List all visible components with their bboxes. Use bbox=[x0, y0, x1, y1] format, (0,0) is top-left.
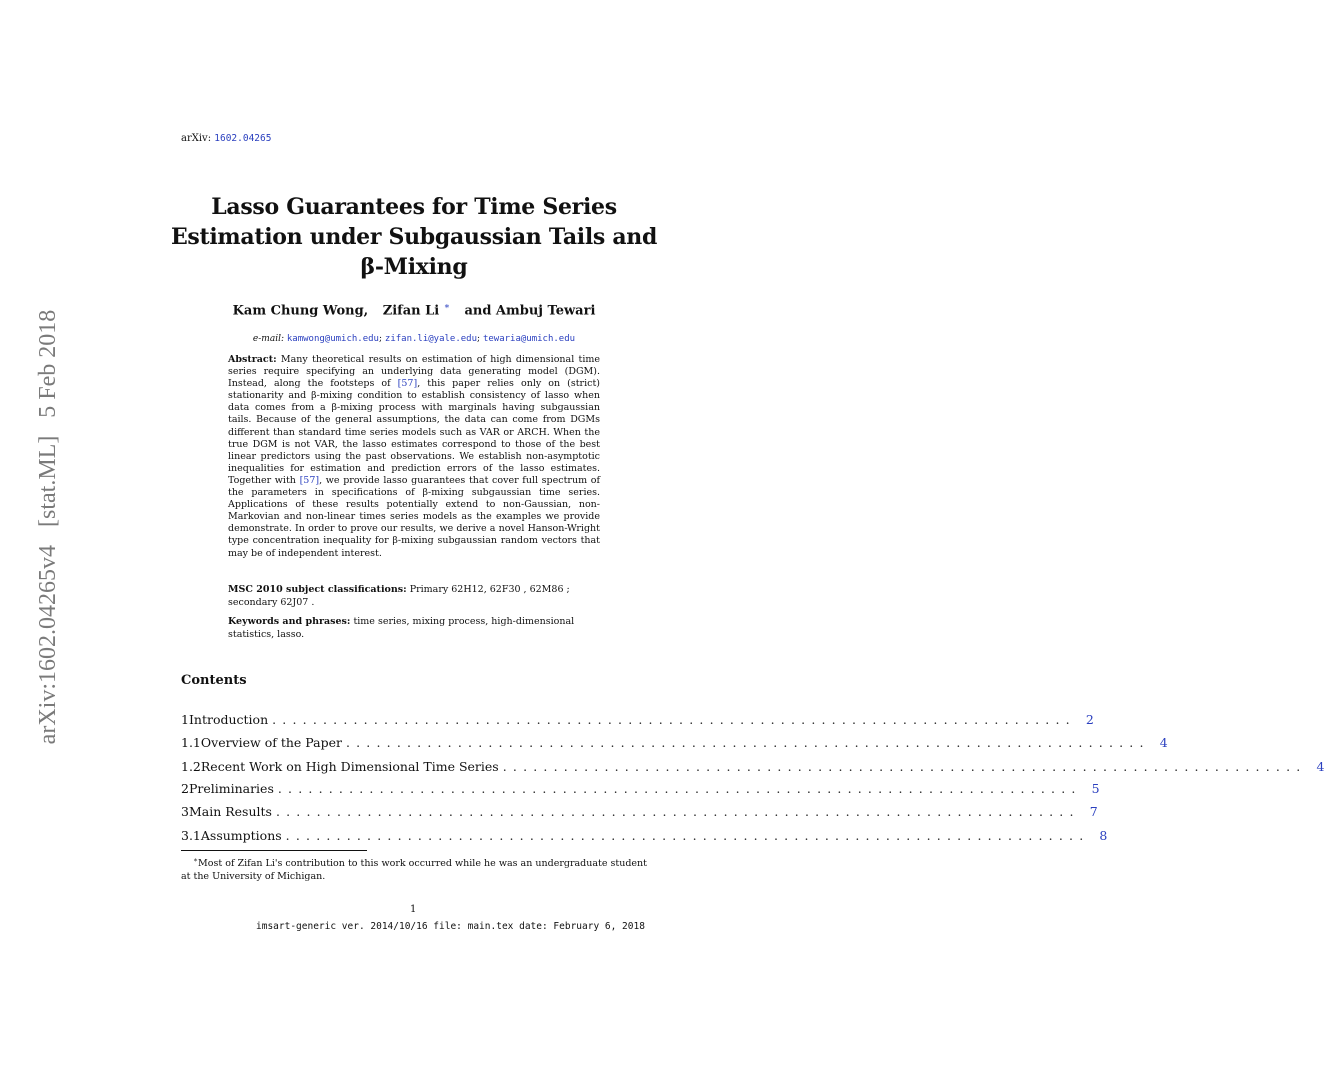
abstract-text-2: , this paper relies only on (strict) stationarity and β-mixing condition to establish consistency of lasso when data comes from a β-mixing process with marginals having subgaussian tails. Because of the general assumptions, the data can come from DGMs different than standard time series models such as VAR or ARCH. When the true DGM is not VAR, the lasso estimates correspond to those of the best linear predictors using the past observations. We establish non-asymptotic inequalities for estimation and prediction errors of the lasso estimates. Together with bbox=[228, 378, 600, 486]
toc-dot-leader: ............................................................................... bbox=[275, 804, 1080, 819]
keywords bbox=[228, 616, 600, 641]
citation-link[interactable]: [57] bbox=[299, 474, 320, 486]
toc-entry[interactable] bbox=[181, 759, 1324, 775]
abstract bbox=[228, 354, 600, 560]
toc-entry[interactable] bbox=[181, 712, 1094, 728]
toc-title: Overview of the Paper bbox=[200, 735, 342, 750]
toc-number: 1.2 bbox=[181, 759, 201, 774]
toc-entry[interactable] bbox=[181, 804, 1098, 820]
author-2: Zifan Li bbox=[382, 303, 440, 319]
toc-title: Introduction bbox=[188, 712, 269, 727]
toc-entry[interactable] bbox=[181, 828, 1108, 844]
msc-label: MSC 2010 subject classifications: bbox=[228, 584, 407, 595]
toc-entry[interactable] bbox=[181, 735, 1168, 751]
toc-number: 1 bbox=[181, 712, 189, 727]
toc-entry[interactable] bbox=[181, 781, 1100, 797]
toc-page-link[interactable]: 5 bbox=[1091, 781, 1100, 796]
toc-page-link[interactable]: 8 bbox=[1099, 828, 1108, 843]
author-footnote-mark[interactable]: ∗ bbox=[443, 302, 450, 312]
page-number-value: 1 bbox=[410, 904, 417, 915]
arxiv-sidebar-stamp bbox=[28, 227, 68, 827]
title-line-3: β-Mixing bbox=[360, 254, 468, 280]
toc-dot-leader: ............................................................................... bbox=[272, 712, 1076, 727]
toc-title: Main Results bbox=[188, 804, 272, 819]
keywords-text: time series, mixing process, high-dimensional statistics, lasso. bbox=[228, 616, 575, 640]
toc-number: 3 bbox=[181, 804, 189, 819]
contents-heading: Contents bbox=[181, 673, 247, 688]
footnote-mark: ∗ bbox=[193, 856, 199, 864]
citation-link[interactable]: [57] bbox=[397, 378, 418, 390]
title-line-2: Estimation under Subgaussian Tails and bbox=[170, 224, 658, 250]
sidebar-date: 5 Feb 2018 bbox=[35, 309, 61, 418]
sidebar-id: arXiv:1602.04265v4 bbox=[35, 545, 61, 745]
footnote-divider bbox=[181, 850, 367, 851]
arxiv-id bbox=[181, 133, 271, 144]
authors bbox=[150, 302, 678, 318]
toc-dot-leader: ............................................................................... bbox=[277, 781, 1082, 796]
msc-text: Primary 62H12, 62F30 , 62M86 ; secondary 62J07 . bbox=[228, 584, 570, 608]
toc-title: Recent Work on High Dimensional Time Series bbox=[200, 759, 499, 774]
toc-number: 3.1 bbox=[181, 828, 201, 843]
toc-page-link[interactable]: 7 bbox=[1089, 804, 1098, 819]
arxiv-prefix: arXiv: bbox=[181, 133, 212, 144]
abstract-label: Abstract: bbox=[228, 354, 277, 365]
toc-title: Preliminaries bbox=[188, 781, 274, 796]
email-separator: ; bbox=[378, 334, 383, 344]
arxiv-number-link[interactable]: 1602.04265 bbox=[214, 133, 272, 144]
toc-dot-leader: ............................................................................... bbox=[345, 735, 1150, 750]
footnote bbox=[181, 854, 647, 883]
toc-title: Assumptions bbox=[200, 828, 282, 843]
title-line-1: Lasso Guarantees for Time Series bbox=[211, 194, 617, 220]
keywords-label: Keywords and phrases: bbox=[228, 616, 351, 627]
abstract-text-1: Many theoretical results on estimation of high dimensional time series require specifying an underlying data generating model (DGM). Instead, along the footsteps of bbox=[228, 354, 600, 390]
footnote-text: Most of Zifan Li's contribution to this work occurred while he was an undergraduate student at the University of Michigan. bbox=[181, 858, 647, 883]
email-label: e-mail: bbox=[252, 334, 284, 344]
email-link-1[interactable]: kamwong@umich.edu bbox=[286, 334, 379, 344]
author-1: Kam Chung Wong, bbox=[232, 303, 369, 319]
email-separator: ; bbox=[477, 334, 481, 344]
abstract-text-3: , we provide lasso guarantees that cover full spectrum of the parameters in specifications of β-mixing subgaussian time series. Applications of these results potentially extend to non-Gaussian, non-Markovian and non-linear times series models as the examples we provide demonstrate. In order to prove our results, we derive a novel Hanson-Wright type concentration inequality for β-mixing subgaussian random vectors that may be of independent interest. bbox=[228, 474, 600, 559]
toc-page-link[interactable]: 2 bbox=[1085, 712, 1094, 727]
toc-page-link[interactable]: 4 bbox=[1159, 735, 1168, 750]
email-link-2[interactable]: zifan.li@yale.edu bbox=[384, 334, 478, 344]
page-footer: imsart-generic ver. 2014/10/16 file: main.tex date: February 6, 2018 bbox=[256, 921, 645, 932]
author-3: and Ambuj Tewari bbox=[464, 303, 596, 319]
email-link-3[interactable]: tewaria@umich.edu bbox=[482, 334, 576, 344]
toc-dot-leader: ............................................................................... bbox=[285, 828, 1090, 843]
msc-classifications bbox=[228, 584, 600, 609]
sidebar-category: [stat.ML] bbox=[35, 435, 61, 527]
toc-number: 1.1 bbox=[181, 735, 201, 750]
paper-title bbox=[150, 192, 678, 282]
toc-page-link[interactable]: 4 bbox=[1316, 759, 1324, 774]
toc-dot-leader: ............................................................................... bbox=[502, 759, 1307, 774]
toc-number: 2 bbox=[181, 781, 189, 796]
email-line bbox=[150, 334, 678, 344]
